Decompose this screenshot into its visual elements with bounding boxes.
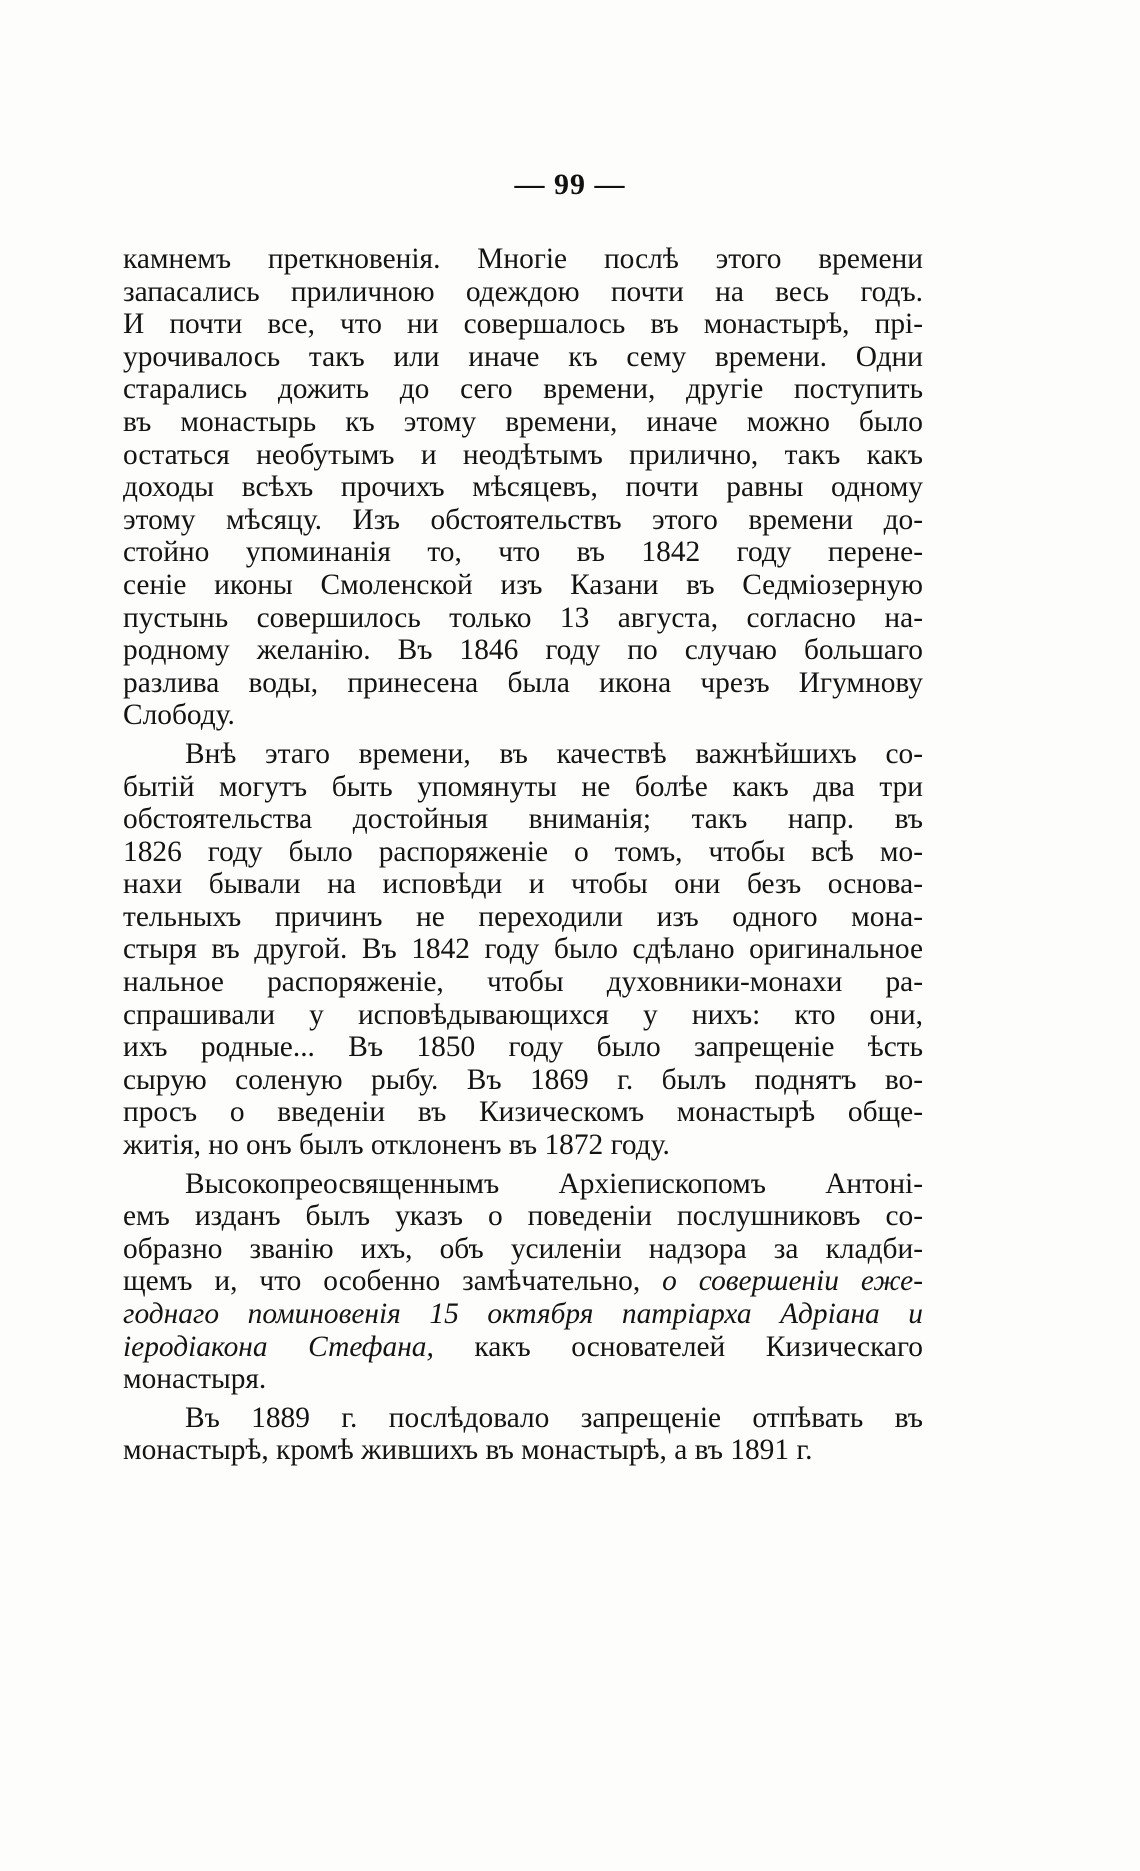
text-line: нахи бывали на исповѣди и чтобы они безъ основа- [123, 868, 923, 901]
text-line: монастырѣ, кромѣ жившихъ въ монастырѣ, а въ 1891 г. [123, 1434, 813, 1467]
text-line: родному желанію. Въ 1846 году по случаю большаго [123, 634, 923, 667]
text-line: Внѣ этаго времени, въ качествѣ важнѣйшихъ со- [185, 737, 923, 770]
text-line: обстоятельства достойныя вниманія; такъ напр. въ [123, 803, 923, 836]
text-line: нальное распоряженіе, чтобы духовники-монахи ра- [123, 966, 923, 999]
paragraph-1 [123, 243, 923, 732]
text-line: стойно упоминанія то, что въ 1842 году перене- [123, 536, 923, 569]
text-line: тельныхъ причинъ не переходили изъ одного мона- [123, 900, 923, 933]
text-line: Въ 1889 г. послѣдовало запрещеніе отпѣвать въ [185, 1401, 923, 1434]
text-line: образно званію ихъ, объ усиленіи надзора за кладби- [123, 1232, 923, 1265]
text-line [123, 1265, 923, 1298]
text-line: этому мѣсяцу. Изъ обстоятельствъ этого времени до- [123, 503, 923, 536]
italic-text: іеродіакона Стефана, [123, 1330, 434, 1363]
text-line: камнемъ преткновенія. Многіе послѣ этого времени [123, 243, 923, 275]
text-line: старались дожить до сего времени, другіе поступить [123, 373, 923, 406]
italic-line: годнаго поминовенія 15 октября патріарха Адріана и [123, 1298, 923, 1330]
text-line [123, 1331, 923, 1364]
text-line: ихъ родные... Въ 1850 году было запрещеніе ѣсть [123, 1031, 923, 1064]
text-line: сырую соленую рыбу. Въ 1869 г. былъ поднятъ во- [123, 1063, 923, 1096]
text-line: Высокопреосвященнымъ Архіепископомъ Антоні- [185, 1167, 923, 1200]
text-line: сеніе иконы Смоленской изъ Казани въ Седміозерную [123, 568, 923, 601]
body-text [123, 243, 923, 1473]
page-number: — 99 — [514, 168, 626, 201]
plain-text: щемъ и, что особенно замѣчательно, [123, 1265, 663, 1298]
italic-text: о совершеніи еже- [662, 1265, 923, 1298]
paragraph-3 [123, 1168, 923, 1396]
text-line: бытій могутъ быть упомянуты не болѣе какъ два три [123, 770, 923, 803]
text-line: Слободу. [123, 699, 235, 732]
text-line: монастыря. [123, 1363, 267, 1396]
text-line: И почти все, что ни совершалось въ монастырѣ, прі- [123, 308, 923, 341]
plain-text: какъ основателей Кизическаго [433, 1330, 923, 1363]
text-line: житія, но онъ былъ отклоненъ въ 1872 году. [123, 1129, 670, 1162]
text-line: 1826 году было распоряженіе о томъ, чтобы всѣ мо- [123, 835, 923, 868]
text-line: остаться необутымъ и неодѣтымъ прилично, такъ какъ [123, 438, 923, 471]
text-line: емъ изданъ былъ указъ о поведеніи послушниковъ со- [123, 1200, 923, 1233]
text-line: запасались приличною одеждою почти на весь годъ. [123, 275, 923, 308]
paragraph-2 [123, 738, 923, 1162]
text-line: доходы всѣхъ прочихъ мѣсяцевъ, почти равны одному [123, 471, 923, 504]
text-line: урочивалось такъ или иначе къ сему времени. Одни [123, 340, 923, 373]
text-line: разлива воды, принесена была икона чрезъ Игумнову [123, 666, 923, 699]
text-line: спрашивали у исповѣдывающихся у нихъ: кто они, [123, 998, 923, 1031]
text-line: въ монастырь къ этому времени, иначе можно было [123, 405, 923, 438]
text-line: пустынь совершилось только 13 августа, согласно на- [123, 601, 923, 634]
text-line: просъ о введеніи въ Кизическомъ монастырѣ обще- [123, 1096, 923, 1129]
text-line: стыря въ другой. Въ 1842 году было сдѣлано оригинальное [123, 933, 923, 966]
paragraph-4 [123, 1402, 923, 1467]
